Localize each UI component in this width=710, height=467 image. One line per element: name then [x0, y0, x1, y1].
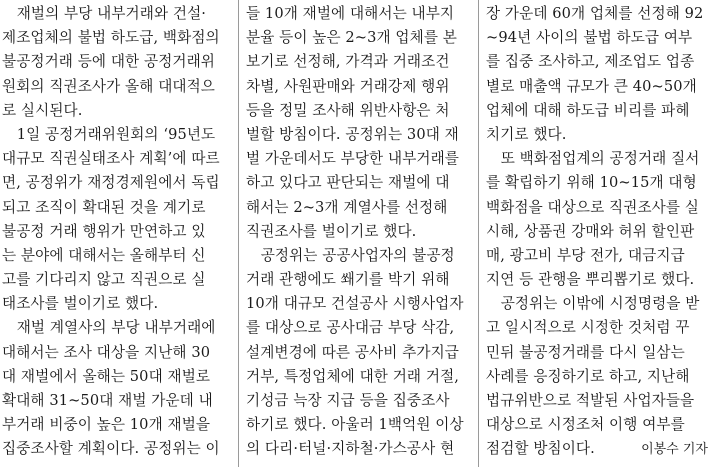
text-line: 매, 광고비 부당 전가, 대금지급 — [486, 246, 685, 264]
text-line: 보기로 선정해, 가격과 거래조건 — [246, 53, 450, 71]
text-line: 벌할 방침이다. 공정위는 30대 재 — [246, 125, 459, 143]
text-line: 불공정거래 등에 대한 공정거래위 — [2, 53, 215, 71]
text-line: 장 가운데 60개 업체를 선정해 92 — [486, 5, 704, 22]
text-line: ~94년 사이의 불법 하도급 여부 — [486, 29, 693, 47]
text-line: 고를 기다리지 않고 직권으로 실 — [2, 271, 206, 289]
text-line: 기성금 늑장 지급 등을 집중조사 — [246, 392, 450, 409]
column-divider — [238, 0, 239, 467]
text-line: 공정위는 이밖에 시정명령을 받 — [486, 295, 700, 313]
text-line: 를 대상으로 공사대금 부당 삭감, — [246, 319, 455, 337]
text-line: 업체에 대해 하도급 비리를 파헤 — [486, 101, 690, 119]
text-line: 재벌 계열사의 부당 내부거래에 — [2, 319, 216, 337]
text-line: 하기로 했다. 아울러 1백억원 이상 — [246, 416, 464, 434]
text-line: 분율 등이 높은 2~3개 업체를 본 — [246, 29, 457, 47]
text-line: 재벌의 부당 내부거래와 건설· — [2, 5, 207, 22]
text-line: 벌 가운데서도 부당한 내부거래를 — [246, 150, 459, 168]
text-line: 직권조사를 벌이기로 했다. — [246, 222, 417, 240]
text-line: 1일 공정거래위원회의 ‘95년도 — [2, 125, 216, 143]
text-line: 로 실시된다. — [2, 101, 83, 119]
text-line: 해서는 2~3개 계열사를 선정해 — [246, 198, 448, 216]
text-line: 거부, 특정업체에 대한 거래 거절, — [246, 367, 460, 385]
text-line: 는 분야에 대해서는 올해부터 신 — [2, 246, 206, 264]
text-line: 대상으로 시정조처 이행 여부를 — [486, 416, 685, 434]
text-line: 사례를 응징하기로 하고, 지난해 — [486, 367, 690, 385]
text-line: 대해서는 조사 대상을 지난해 30 — [2, 343, 211, 361]
text-line: 별로 매출액 규모가 큰 40~50개 — [486, 77, 697, 95]
text-line: 백화점을 대상으로 직권조사를 실 — [486, 198, 699, 216]
text-line: 부거래 비중이 높은 10개 재벌을 — [2, 416, 211, 434]
text-line: 대 재벌에서 올해는 50대 재벌로 — [2, 367, 211, 385]
text-line: 지연 등 관행을 뿌리뽑기로 했다. — [486, 271, 695, 289]
text-line: 면, 공정위가 재정경제원에서 독립 — [2, 174, 220, 192]
text-line: 대규모 직권실태조사 계획’에 따르 — [2, 150, 220, 168]
text-line: 되고 조직이 확대된 것을 계기로 — [2, 198, 206, 216]
text-line: 원회의 직권조사가 올해 대대적으 — [2, 77, 215, 95]
text-line: 시해, 상품권 강매와 허위 할인판 — [486, 222, 695, 240]
reporter-byline: 이봉수 기자 — [641, 441, 708, 457]
text-line: 공정위는 공공사업자의 불공정 — [246, 246, 455, 264]
text-line: 를 확립하기 위해 10~15개 대형 — [486, 174, 697, 192]
text-line: 하고 있다고 판단되는 재벌에 대 — [246, 174, 450, 192]
text-line: 불공정 거래 행위가 만연하고 있 — [2, 222, 206, 240]
text-line: 의 다리·터널·지하철·가스공사 현 — [246, 440, 455, 458]
text-line: 집중조사할 계획이다. 공정위는 이 — [2, 440, 220, 458]
text-line: 또 백화점업계의 공정거래 질서 — [486, 150, 700, 168]
text-line: 10개 대규모 건설공사 시행사업자 — [246, 295, 464, 313]
column-divider — [478, 0, 479, 467]
text-line: 치기로 했다. — [486, 125, 567, 143]
text-line: 점검할 방침이다. — [486, 440, 595, 458]
article-column-3 — [486, 2, 708, 462]
text-line: 등을 정밀 조사해 위반사항은 처 — [246, 101, 450, 119]
text-line: 고 일시적으로 시정한 것처럼 꾸 — [486, 319, 690, 337]
text-line: 민뒤 불공정거래를 다시 일삼는 — [486, 343, 685, 361]
text-line: 법규위반으로 적발된 사업자들을 — [486, 392, 695, 409]
text-line: 거래 관행에도 쐐기를 박기 위해 — [246, 271, 450, 289]
text-line: 태조사를 벌이기로 했다. — [2, 295, 159, 313]
text-line: 들 10개 재벌에 대해서는 내부지 — [246, 5, 455, 22]
text-line: 확대해 31~50대 재벌 가운데 내 — [2, 392, 213, 409]
article-column-2 — [246, 2, 468, 462]
article-column-1 — [2, 2, 224, 462]
text-line: 를 집중 조사하고, 제조업도 업종 — [486, 53, 695, 71]
text-line: 차별, 사원판매와 거래강제 행위 — [246, 77, 450, 95]
text-line: 제조업체의 불법 하도급, 백화점의 — [2, 29, 220, 47]
text-line: 설계변경에 따른 공사비 추가지급 — [246, 343, 459, 361]
